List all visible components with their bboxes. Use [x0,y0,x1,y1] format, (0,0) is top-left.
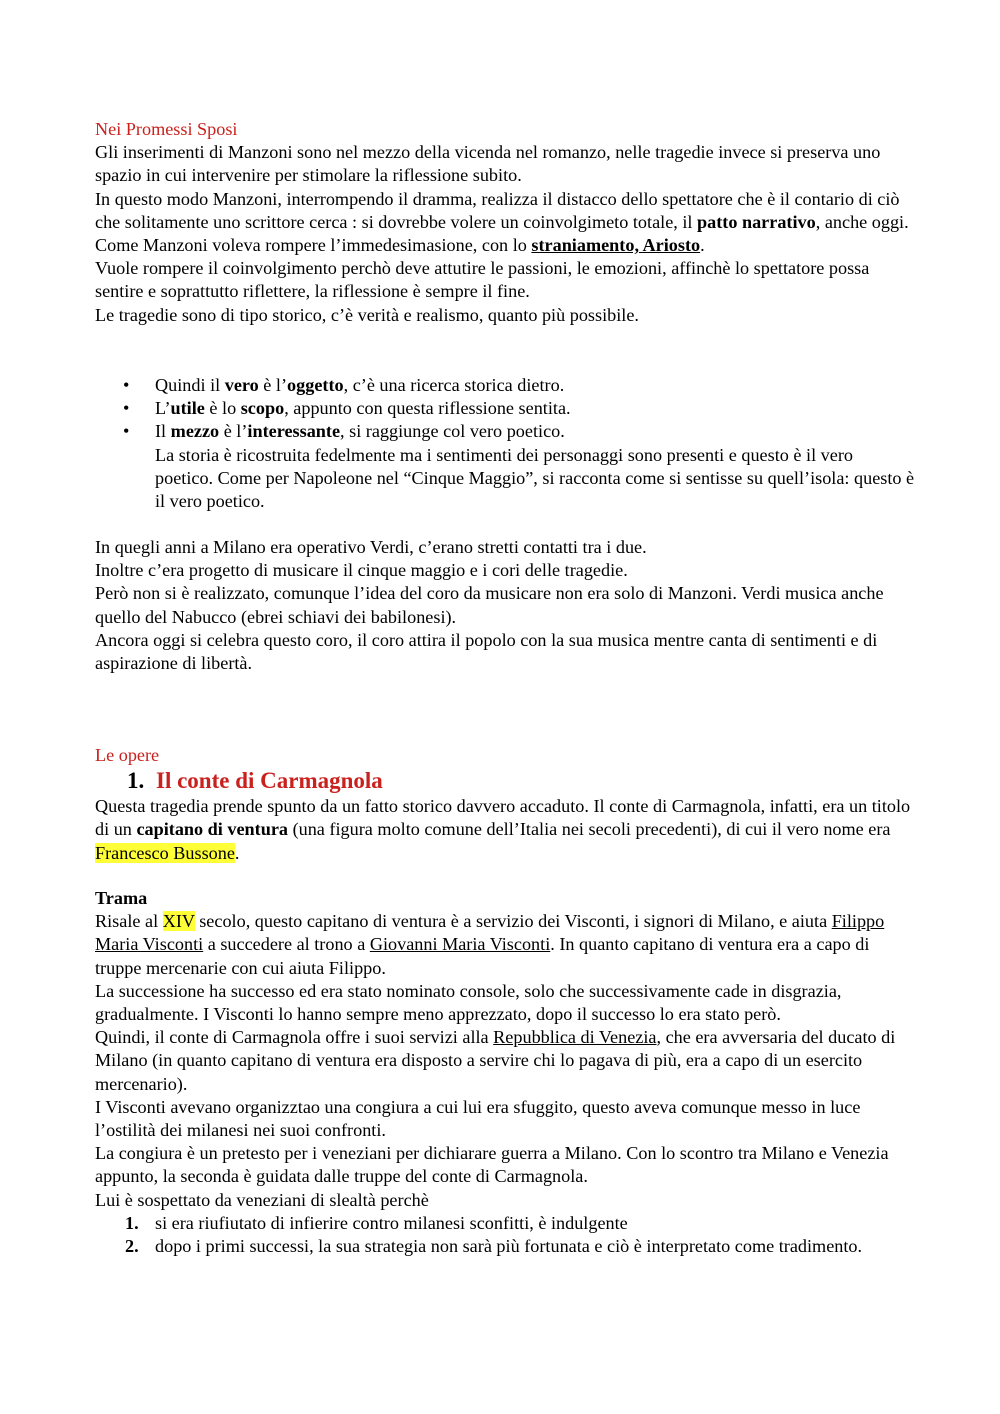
text-span: , appunto con questa riflessione sentita. [284,398,571,419]
bullet-icon: • [123,398,130,419]
trama-section [95,887,915,1258]
text-span: Quindi il [155,375,225,395]
section-title: Le opere [95,745,160,765]
bullet-note: La storia è ricostruita fedelmente ma i sentimenti dei personaggi sono presenti e questo è il vero poetico. Come per Napoleone nel “Cinque Maggio”, si racconta come si sentisse su quell’isola: questo è il vero poetico. [155,444,915,512]
numbered-list [95,1212,915,1258]
text-span: secolo, questo capitano di ventura è a servizio dei Visconti, i signori di Milano, e aiuta [194,911,832,932]
text-span: , che era avversaria del ducato di Milano (in quanto capitano di ventura era disposto a servire chi lo pagava di più, era a capo di un esercito mercenario). [95,1027,896,1094]
text-span: , si raggiunge col vero poetico. [340,421,565,442]
list-item [95,397,915,420]
bold-term: mezzo [170,421,220,442]
bold-term: vero [224,375,259,395]
text-span: In questo modo Manzoni, interrompendo il dramma, realizza il distacco dello spettatore che è il contario di ciò che solitamente uno scrittore cerca : si dovrebbe volere un coinvolgimeto totale, il [95,188,900,232]
text-span: Quindi, il conte di Carmagnola offre i suoi servizi alla [95,1027,494,1048]
text-span: è l’ [219,421,248,442]
heading-conte-di-carmagnola [95,767,915,795]
bullet-icon: • [123,421,130,442]
text-span: , anche oggi. [815,211,909,232]
list-item-text: dopo i primi successi, la sua strategia non sarà più fortunata e ciò è interpretato come tradimento. [155,1236,863,1257]
trama-title [95,887,915,910]
text-span: . [234,842,240,863]
paragraph [95,910,915,980]
bold-term: interessante [247,421,341,442]
list-item [95,1235,915,1258]
bold-underlined-term: straniamento, Ariosto [531,235,701,256]
heading-text: Il conte di Carmagnola [156,768,383,794]
bold-term: scopo [240,398,285,419]
bullet-icon: • [123,375,130,395]
bold-term: Trama [95,888,148,908]
section-title: Nei Promessi Sposi [95,119,238,139]
text-span: (una figura molto comune dell’Italia nei secoli precedenti), di cui il vero nome era [288,819,891,840]
paragraph [95,188,915,234]
text-span: L’ [155,398,171,419]
paragraph [95,1026,915,1096]
paragraph: Però non si è realizzato, comunque l’idea del coro da musicare non era solo di Manzoni. Verdi musica anche quello del Nabucco (ebrei schiavi dei babilonesi). [95,583,884,627]
bold-term: patto narrativo [697,211,816,232]
underlined-name: Filippo Maria Visconti [95,911,885,955]
paragraph: In quegli anni a Milano era operativo Verdi, c’erano stretti contatti tra i due. [95,537,647,557]
verdi-paragraphs [95,536,915,675]
text-span: Questa tragedia prende spunto da un fatto storico davvero accaduto. Il conte di Carmagnola, infatti, era un titolo di un [95,796,911,840]
list-item [95,374,915,397]
heading-number: 1. [127,768,145,794]
paragraph [95,795,915,865]
paragraph: Ancora oggi si celebra questo coro, il coro attira il popolo con la sua musica mentre canta di sentimenti e di aspirazione di libertà. [95,629,878,674]
bold-term: capitano di ventura [136,819,289,840]
paragraph: La successione ha successo ed era stato nominato console, solo che successivamente cade in disgrazia, gradualmente. I Visconti lo hanno sempre meno apprezzato, dopo il successo lo era stato però. [95,980,842,1025]
section-le-opere [95,744,915,865]
paragraph: Vuole rompere il coinvolgimento perchò deve attutire le passioni, le emozioni, affinchè lo spettatore possa sentire e soprattutto riflettere, la riflessione è sempre il fine. [95,258,870,302]
paragraph: Lui è sospettato da veneziani di slealtà perchè [95,1189,429,1210]
text-span: . [700,235,705,256]
highlighted-text: Francesco Bussone [95,842,235,863]
list-item-text: si era riufiutato di infierire contro milanesi sconfitti, è indulgente [155,1212,628,1233]
section-promessi-sposi [95,118,915,327]
paragraph: Le tragedie sono di tipo storico, c’è verità e realismo, quanto più possibile. [95,304,639,325]
list-number: 1. [125,1212,139,1233]
list-item [95,1212,915,1235]
list-item [95,420,915,513]
text-span: a succedere al trono a [203,934,370,955]
paragraph: I Visconti avevano organizztao una congiura a cui lui era sfuggito, questo aveva comunque messo in luce l’ostilità dei milanesi nei suoi confronti. [95,1096,861,1141]
paragraph: La congiura è un pretesto per i veneziani per dichiarare guerra a Milano. Con lo scontro tra Milano e Venezia appunto, la seconda è guidata dalle truppe del conte di Carmagnola. [95,1143,889,1187]
bullet-list [95,374,915,513]
list-number: 2. [125,1236,139,1257]
text-span: . In quanto capitano di ventura era a capo di truppe mercenarie con cui aiuta Filippo. [95,934,870,978]
text-span: Risale al [95,911,163,932]
paragraph: Inoltre c’era progetto di musicare il cinque maggio e i cori delle tragedie. [95,560,628,581]
bold-term: utile [170,398,205,419]
highlighted-text: XIV [162,911,195,932]
paragraph [95,234,915,257]
paragraph: Gli inserimenti di Manzoni sono nel mezzo della vicenda nel romanzo, nelle tragedie invece si preserva uno spazio in cui intervenire per stimolare la riflessione subito. [95,142,881,186]
text-span: Come Manzoni voleva rompere l’immedesimasione, con lo [95,235,532,256]
underlined-name: Giovanni Maria Visconti [369,934,551,955]
underlined-name: Repubblica di Venezia [493,1027,657,1048]
text-span: è l’ [258,375,288,395]
bold-term: oggetto [287,375,344,395]
text-span: , c’è una ricerca storica dietro. [343,375,565,395]
text-span: Il [155,421,171,442]
text-span: è lo [204,398,241,419]
